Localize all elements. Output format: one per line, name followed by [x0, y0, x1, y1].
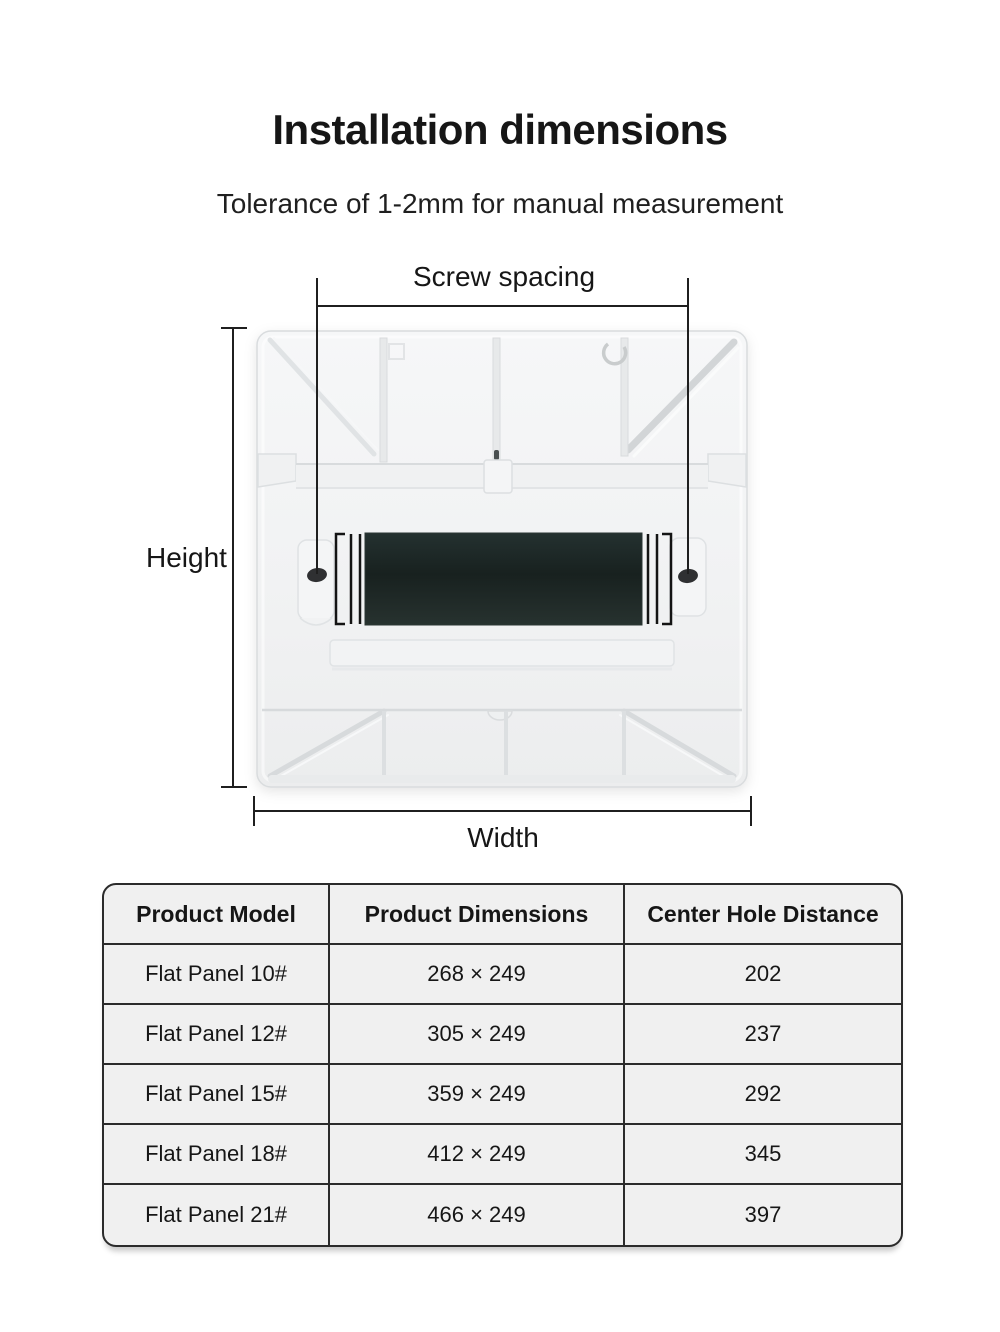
- cell-product-dimensions: 359 × 249: [330, 1065, 625, 1125]
- width-label: Width: [467, 822, 539, 853]
- height-bottom-tick: [221, 786, 247, 788]
- column-header-product-model: Product Model: [104, 885, 330, 945]
- width-dimension-line: [254, 810, 752, 812]
- table-row: [104, 1065, 901, 1125]
- table-header-row: [104, 885, 901, 945]
- column-header-center-hole-distance: Center Hole Distance: [625, 885, 901, 945]
- cell-center-hole-distance: 237: [625, 1005, 901, 1065]
- screw-spacing-dimension-line: [317, 305, 689, 307]
- screw-spacing-right-extension-line: [687, 278, 689, 574]
- screw-spacing-label: Screw spacing: [412, 261, 596, 292]
- panel-back-photo: [256, 330, 748, 788]
- page-title: Installation dimensions: [272, 106, 728, 153]
- cell-center-hole-distance: 397: [744, 1202, 782, 1227]
- cell-product-dimensions: 268 × 249: [330, 945, 625, 1005]
- cell-center-hole-distance: 292: [625, 1065, 901, 1125]
- cell-center-hole-distance: 202: [625, 945, 901, 1005]
- table-row: [104, 1125, 901, 1185]
- height-dimension-line: [232, 328, 234, 788]
- product-spec-table: [102, 883, 903, 1247]
- cell-product-dimensions: 412 × 249: [330, 1125, 625, 1185]
- table-row: [104, 945, 901, 1005]
- height-top-tick: [221, 327, 247, 329]
- height-label: Height: [146, 542, 227, 573]
- table-row: [104, 1185, 901, 1245]
- cell-product-model: Flat Panel 12#: [104, 1005, 330, 1065]
- cell-product-model: Flat Panel 15#: [104, 1065, 330, 1125]
- cell-product-dimensions: 305 × 249: [330, 1005, 625, 1065]
- table-row: [104, 1005, 901, 1065]
- page-subtitle: Tolerance of 1-2mm for manual measurement: [216, 188, 784, 219]
- cell-center-hole-distance: 345: [625, 1125, 901, 1185]
- cell-product-model: Flat Panel 18#: [104, 1125, 330, 1185]
- screw-spacing-left-extension-line: [316, 278, 318, 574]
- column-header-product-dimensions: Product Dimensions: [330, 885, 625, 945]
- cell-product-dimensions: 466 × 249: [330, 1185, 625, 1245]
- cell-product-model: Flat Panel 10#: [104, 945, 330, 1005]
- cell-product-model: Flat Panel 21#: [104, 1185, 330, 1245]
